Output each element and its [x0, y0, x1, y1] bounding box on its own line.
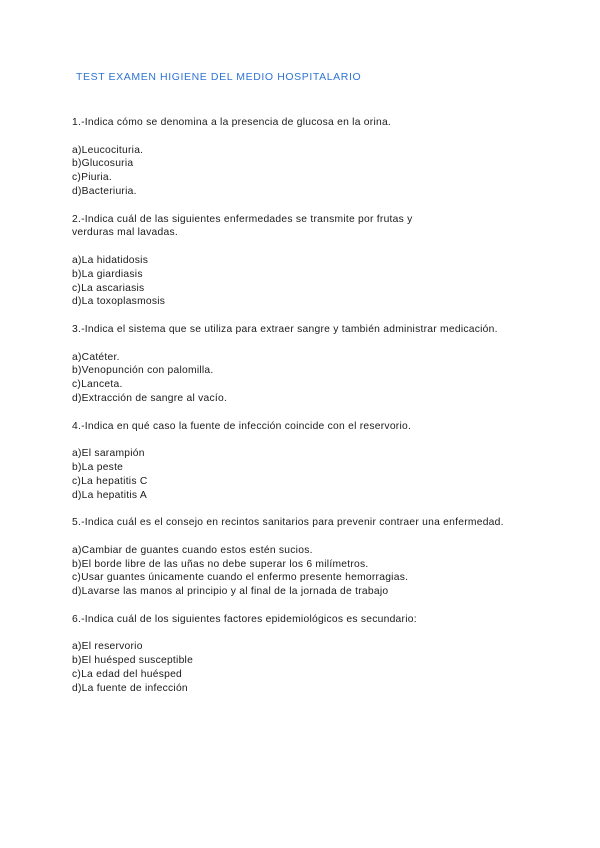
question-text: 6.-Indica cuál de los siguientes factores epidemiológicos es secundario: [72, 613, 417, 625]
option-a: a)La hidatidosis [72, 254, 149, 266]
option-b: b)La giardiasis [72, 268, 143, 280]
question-5 [72, 516, 542, 599]
option-list [72, 447, 542, 502]
option-list [72, 640, 542, 695]
option-d: d)La fuente de infección [72, 682, 188, 694]
option-d: d)Bacteriuria. [72, 185, 137, 197]
question-text: 3.-Indica el sistema que se utiliza para extraer sangre y también administrar medicación. [72, 323, 498, 335]
option-c: c)Usar guantes únicamente cuando el enfermo presente hemorragias. [72, 572, 409, 584]
option-a: a)El reservorio [72, 641, 143, 653]
question-text: 5.-Indica cuál es el consejo en recintos sanitarios para prevenir contraer una enfermedad. [72, 517, 504, 529]
question-4 [72, 420, 542, 503]
option-d: d)Extracción de sangre al vacío. [72, 392, 228, 404]
option-c: c)Piuria. [72, 172, 113, 184]
option-d: d)La hepatitis A [72, 489, 147, 501]
option-a: a)Leucocituria. [72, 144, 144, 156]
option-d: d)La toxoplasmosis [72, 296, 166, 308]
option-a: a)Cambiar de guantes cuando estos estén sucios. [72, 544, 313, 556]
question-text: 1.-Indica cómo se denomina a la presencia de glucosa en la orina. [72, 117, 392, 128]
option-list [72, 144, 542, 199]
option-a: a)El sarampión [72, 448, 145, 460]
document-title: TEST EXAMEN HIGIENE DEL MEDIO HOSPITALARIO [76, 71, 362, 83]
option-list [72, 351, 542, 406]
option-b: b)El huésped susceptible [72, 655, 194, 667]
question-3 [72, 323, 542, 406]
option-c: c)La ascariasis [72, 282, 145, 294]
option-c: c)La edad del huésped [72, 668, 183, 680]
option-b: b)Venopunción con palomilla. [72, 365, 214, 377]
option-c: c)Lanceta. [72, 379, 123, 391]
question-2 [72, 213, 542, 310]
option-b: b)La peste [72, 461, 124, 473]
question-6 [72, 613, 542, 696]
option-b: b)El borde libre de las uñas no debe superar los 6 milímetros. [72, 558, 369, 570]
option-list [72, 254, 542, 309]
question-list [72, 116, 542, 709]
question-text: 2.-Indica cuál de las siguientes enfermedades se transmite por frutas y verduras mal lavadas. [72, 213, 413, 239]
option-b: b)Glucosuria [72, 158, 134, 170]
option-a: a)Catéter. [72, 351, 120, 363]
option-d: d)Lavarse las manos al principio y al final de la jornada de trabajo [72, 586, 389, 598]
question-text: 4.-Indica en qué caso la fuente de infección coincide con el reservorio. [72, 420, 412, 432]
option-c: c)La hepatitis C [72, 475, 148, 487]
option-list [72, 544, 542, 599]
question-1 [72, 116, 542, 199]
